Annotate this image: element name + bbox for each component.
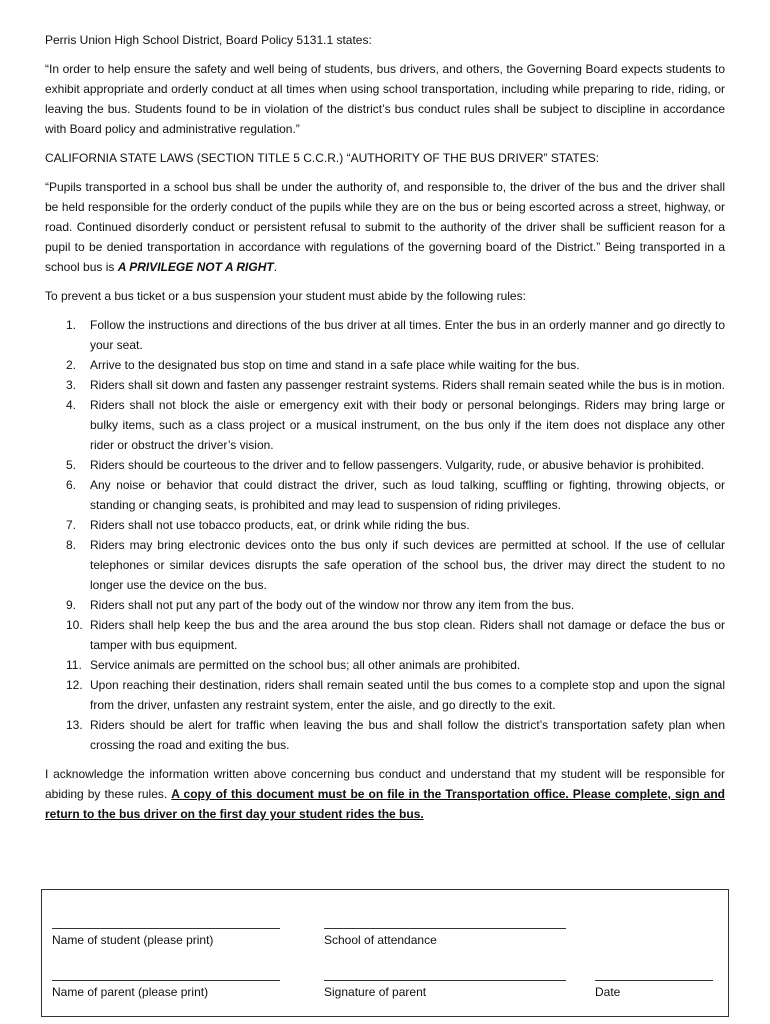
acknowledgement-statement: I acknowledge the information written above concerning bus conduct and understand that my student will be responsible for abiding by these rules. [45, 767, 725, 801]
signature-box [41, 889, 729, 1017]
policy-document [45, 30, 725, 824]
parent-name-label: Name of parent (please print) [52, 985, 209, 999]
rule-text: Riders shall not put any part of the body out of the window nor throw any item from the bus. [90, 598, 575, 612]
rules-intro: To prevent a bus ticket or a bus suspension your student must abide by the following rules: [45, 289, 526, 303]
parent-signature-line[interactable] [324, 979, 566, 981]
rule-number: 10. [66, 618, 83, 632]
board-policy-quote: “In order to help ensure the safety and well being of students, bus drivers, and others, the Governing Board expects students to exhibit appropriate and orderly conduct at all times when using school transportation, including while preparing to ride, riding, or leaving the bus. Students found to be in violation of the district’s bus conduct rules shall be subject to discipline in accordance with Board policy and administrative regulation.” [45, 62, 725, 136]
date-field[interactable] [595, 979, 713, 999]
school-field[interactable] [324, 927, 566, 947]
rule-number: 11. [66, 658, 82, 672]
acknowledgement-instructions: A copy of this document must be on file in the Transportation office. Please complete, sign and return to the bus driver on the first day your student rides the bus. [45, 787, 726, 821]
rule-text: Follow the instructions and directions of the bus driver at all times. Enter the bus in an orderly manner and go directly to your seat. [90, 318, 725, 352]
rule-text: Riders shall not block the aisle or emergency exit with their body or personal belongings. Riders may bring large or bulky items, such as a class project or a musical instrument, on the bus only if the item does not displace any other rider or obstruct the driver’s vision. [90, 398, 725, 452]
rule-number: 7. [66, 518, 77, 532]
policy-intro: Perris Union High School District, Board Policy 5131.1 states: [45, 33, 372, 47]
rule-item [45, 355, 725, 375]
school-label: School of attendance [324, 933, 437, 947]
date-label: Date [595, 985, 621, 999]
rule-text: Riders shall not use tobacco products, eat, or drink while riding the bus. [90, 518, 470, 532]
rule-text: Riders shall help keep the bus and the area around the bus stop clean. Riders shall not damage or deface the bus or tamper with bus equipment. [90, 618, 725, 652]
rule-item [45, 475, 725, 515]
rule-text: Riders should be alert for traffic when leaving the bus and shall follow the district’s transportation safety plan when crossing the road and exiting the bus. [90, 718, 725, 752]
rule-number: 3. [66, 378, 77, 392]
rule-item [45, 595, 725, 615]
rule-number: 12. [66, 678, 83, 692]
rule-text: Upon reaching their destination, riders shall remain seated until the bus comes to a complete stop and upon the signal from the driver, unfasten any restraint system, enter the aisle, and go directly to the exit. [90, 678, 725, 712]
rule-text: Riders may bring electronic devices onto the bus only if such devices are permitted at school. If the use of cellular telephones or similar devices disrupts the safe operation of the school bus, the driver may direct the student to no longer use the device on the bus. [90, 538, 725, 592]
parent-name-line[interactable] [52, 979, 280, 981]
rule-number: 13. [66, 718, 83, 732]
student-name-label: Name of student (please print) [52, 933, 214, 947]
school-line[interactable] [324, 927, 566, 929]
rule-item [45, 315, 725, 355]
parent-signature-label: Signature of parent [324, 985, 427, 999]
rules-list [45, 315, 725, 755]
rule-number: 9. [66, 598, 77, 612]
student-name-line[interactable] [52, 927, 280, 929]
rule-text: Riders shall sit down and fasten any passenger restraint systems. Riders shall remain seated while the bus is in motion. [90, 378, 725, 392]
rule-item [45, 615, 725, 655]
parent-signature-field[interactable] [324, 979, 566, 999]
rule-number: 1. [66, 318, 77, 332]
rule-number: 6. [66, 478, 77, 492]
state-law-quote [45, 177, 725, 277]
rule-text: Arrive to the designated bus stop on time and stand in a safe place while waiting for the bus. [90, 358, 580, 372]
acknowledgement-text [45, 764, 725, 824]
rule-number: 8. [66, 538, 77, 552]
rule-number: 5. [66, 458, 77, 472]
rule-number: 2. [66, 358, 77, 372]
date-line[interactable] [595, 979, 713, 981]
rule-text: Riders should be courteous to the driver and to fellow passengers. Vulgarity, rude, or abusive behavior is prohibited. [90, 458, 705, 472]
state-law-quote-text: “Pupils transported in a school bus shall be under the authority of, and responsible to, the driver of the bus and the driver shall be held responsible for the orderly conduct of the pupils while they are on the bus or being escorted across a street, highway, or road. Continued disorderly conduct or persistent refusal to submit to the authority of the driver shall be sufficient reason for a pupil to be denied transportation in accordance with regulations of the governing board of the District.” Being transported in a school bus is [45, 180, 725, 274]
rule-item [45, 375, 725, 395]
rule-item [45, 535, 725, 595]
rule-item [45, 455, 725, 475]
parent-name-field[interactable] [52, 979, 280, 999]
rule-text: Service animals are permitted on the school bus; all other animals are prohibited. [90, 658, 521, 672]
state-law-heading: CALIFORNIA STATE LAWS (SECTION TITLE 5 C.C.R.) “AUTHORITY OF THE BUS DRIVER” STATES: [45, 151, 600, 165]
privilege-statement: A PRIVILEGE NOT A RIGHT [117, 260, 274, 274]
privilege-period: . [273, 260, 278, 274]
rule-number: 4. [66, 398, 77, 412]
rule-item [45, 655, 725, 675]
rule-item [45, 715, 725, 755]
rule-item [45, 515, 725, 535]
student-name-field[interactable] [52, 927, 280, 947]
rule-item [45, 675, 725, 715]
rule-text: Any noise or behavior that could distract the driver, such as loud talking, scuffling or fighting, throwing objects, or standing or changing seats, is prohibited and may lead to suspension of riding privileges. [90, 478, 725, 512]
rule-item [45, 395, 725, 455]
